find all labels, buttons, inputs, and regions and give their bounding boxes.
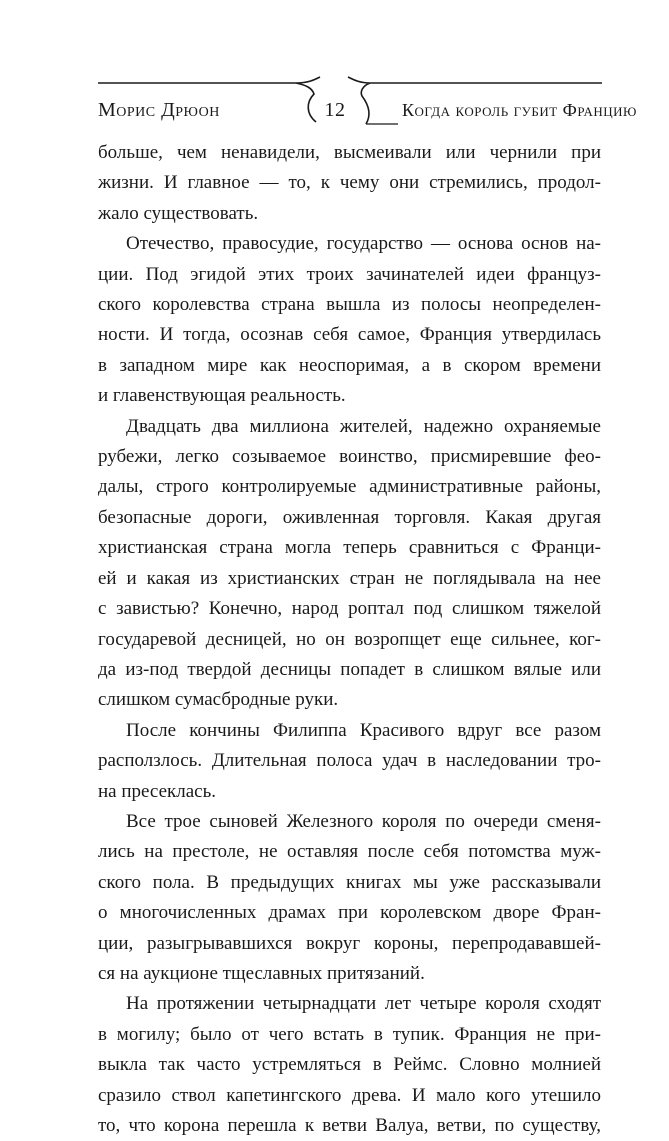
paragraph (98, 412, 601, 716)
paragraph (98, 807, 601, 989)
text-line: ского пола. В предыдущих книгах мы уже рассказывали (98, 871, 601, 893)
text-line: ции. Под эгидой этих троих зачинателей идеи француз- (98, 263, 601, 285)
header-author: Морис Дрюон (98, 99, 220, 121)
text-line: и главенствующая реальность. (98, 385, 346, 407)
running-header (0, 72, 669, 132)
text-line: Все трое сыновей Железного короля по очереди сменя- (126, 810, 601, 832)
text-line: сразило ствол капетингского древа. И мало кого утешило (98, 1084, 601, 1106)
text-line: ей и какая из христианских стран не поглядывала на нее (98, 567, 601, 589)
text-line: ции, разыгрывавшихся вокруг короны, перепродававшей- (98, 932, 601, 954)
text-line: лись на престоле, не оставляя после себя потомства муж- (98, 841, 601, 863)
text-line: Двадцать два миллиона жителей, надежно охраняемые (126, 415, 601, 437)
text-line: государевой десницей, но он возропщет еще сильнее, ког- (98, 628, 601, 650)
paragraph (98, 138, 601, 229)
text-line: в могилу; было от чего встать в тупик. Франция не при- (98, 1023, 601, 1045)
page-number: 12 (324, 99, 346, 121)
text-line: далы, строго контролируемые административные районы, (98, 476, 601, 498)
text-line: да из-под твердой десницы попадет в слишком вялые или (98, 658, 601, 680)
text-line: рубежи, легко созываемое воинство, присмиревшие фео- (98, 446, 601, 468)
text-line: слишком сумасбродные руки. (98, 689, 339, 711)
text-line: расползлось. Длительная полоса удач в наследовании тро- (98, 750, 601, 772)
paragraph (98, 989, 601, 1141)
header-book-title: Когда король губит Францию (402, 100, 637, 120)
text-line: Отечество, правосудие, государство — основа основ на- (126, 233, 601, 255)
body-text (98, 138, 601, 1141)
paragraph (98, 716, 601, 807)
text-line: на пресеклась. (98, 780, 217, 802)
text-line: выкла так часто устремляться в Реймс. Словно молнией (98, 1054, 601, 1076)
text-line: то, что корона перешла к ветви Валуа, ветви, по существу, (98, 1115, 601, 1136)
text-line: ности. И тогда, осознав себя самое, Франция утвердилась (98, 324, 601, 346)
paragraph (98, 229, 601, 411)
text-line: ского королевства страна вышла из полосы неопределен- (98, 294, 601, 316)
text-line: в западном мире как неоспоримая, а в скором времени (98, 354, 601, 376)
text-line: На протяжении четырнадцати лет четыре короля сходят (126, 993, 601, 1015)
text-line: жало существовать. (98, 202, 259, 224)
text-line: безопасные дороги, оживленная торговля. Какая другая (98, 506, 601, 528)
text-line: о многочисленных драмах при королевском дворе Фран- (98, 902, 601, 924)
text-line: ся на аукционе тщеславных притязаний. (98, 962, 425, 984)
text-line: жизни. И главное — то, к чему они стремились, продол- (98, 172, 601, 194)
text-line: с завистью? Конечно, народ роптал под слишком тяжелой (98, 598, 601, 620)
text-line: больше, чем ненавидели, высмеивали или чернили при (98, 142, 601, 163)
text-line: христианская страна могла теперь сравниться с Франци- (98, 537, 601, 559)
text-line: После кончины Филиппа Красивого вдруг все разом (126, 719, 601, 741)
